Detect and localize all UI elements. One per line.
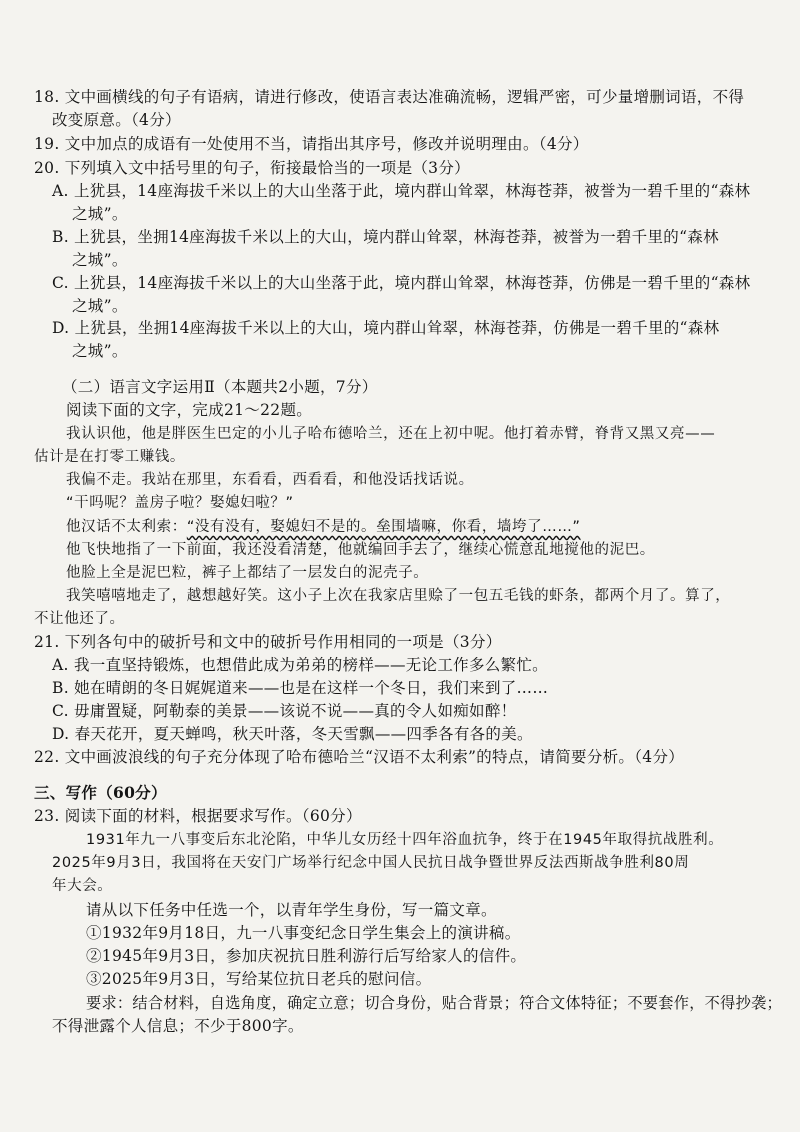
q23-task-2: ②1945年9月3日，参加庆祝抗日胜利游行后写给家人的信件。 bbox=[86, 947, 527, 965]
q20-stem: 20. 下列填入文中括号里的句子，衔接最恰当的一项是（3分） bbox=[34, 159, 470, 177]
q23-requirements-line1: 要求：结合材料，自选角度，确定立意；切合身份，贴合背景；符合文体特征；不要套作，不得抄袭； bbox=[86, 994, 783, 1012]
q20-option-b-line2: 之城”。 bbox=[72, 251, 128, 269]
passage-p5: 他飞快地指了一下前面，我还没看清楚，他就编回手去了，继续心慌意乱地搅他的泥巴。 bbox=[66, 542, 655, 558]
q20-option-b-line1: B. 上犹县，坐拥14座海拔千米以上的大山，境内群山耸翠，林海苍莽，被誉为一碧千里的“森林 bbox=[52, 228, 719, 246]
passage-p1-line2: 估计是在打零工赚钱。 bbox=[34, 449, 185, 465]
q21-option-b: B. 她在晴朗的冬日娓娓道来——也是在这样一个冬日，我们来到了…… bbox=[52, 679, 549, 697]
q18-line1: 18. 文中画横线的句子有语病，请进行修改，使语言表达准确流畅，逻辑严密，可少量增删词语，不得 bbox=[34, 88, 745, 106]
passage-p1-line1: 我认识他，他是胖医生巴定的小儿子哈布德哈兰，还在上初中呢。他打着赤臂，脊背又黑又亮—— bbox=[66, 426, 716, 442]
q22-text: 22. 文中画波浪线的句子充分体现了哈布德哈兰“汉语不太利索”的特点，请简要分析。（4分） bbox=[34, 748, 685, 766]
wavy-underlined-sentence: “没有没有，娶媳妇不是的。垒围墙嘛，你看，墙垮了……” bbox=[186, 519, 581, 535]
passage-p3: “干吗呢？盖房子啦？娶媳妇啦？” bbox=[66, 495, 294, 511]
q21-option-a: A. 我一直坚持锻炼，也想借此成为弟弟的榜样——无论工作多么繁忙。 bbox=[52, 656, 548, 674]
q21-stem: 21. 下列各句中的破折号和文中的破折号作用相同的一项是（3分） bbox=[34, 633, 502, 651]
q20-option-c-line2: 之城”。 bbox=[72, 297, 128, 315]
q20-option-d-line2: 之城”。 bbox=[72, 342, 128, 360]
passage-p7-line1: 我笑嘻嘻地走了，越想越好笑。这小子上次在我家店里赊了一包五毛钱的虾条，都两个月了。算了， bbox=[66, 588, 731, 604]
q23-task-intro: 请从以下任务中任选一个，以青年学生身份，写一篇文章。 bbox=[86, 901, 497, 919]
section2-instruction: 阅读下面的文字，完成21～22题。 bbox=[66, 401, 313, 419]
passage-p4 bbox=[66, 517, 581, 537]
section3-heading: 三、写作（60分） bbox=[34, 783, 167, 802]
q20-option-a-line1: A. 上犹县，14座海拔千米以上的大山坐落于此，境内群山耸翠，林海苍莽，被誉为一碧千里的“森林 bbox=[52, 182, 751, 200]
q21-option-d: D. 春天花开，夏天蝉鸣，秋天叶落，冬天雪飘——四季各有各的美。 bbox=[52, 725, 533, 743]
q18-line2: 改变原意。（4分） bbox=[52, 111, 181, 129]
q20-option-c-line1: C. 上犹县，14座海拔千米以上的大山坐落于此，境内群山耸翠，林海苍莽，仿佛是一碧千里的“森林 bbox=[52, 274, 751, 292]
q23-material-line1: 1931年九一八事变后东北沦陷，中华儿女历经十四年浴血抗争，终于在1945年取得抗战胜利。 bbox=[86, 832, 724, 848]
q23-task-3: ③2025年9月3日，写给某位抗日老兵的慰问信。 bbox=[86, 970, 432, 988]
passage-p7-line2: 不让他还了。 bbox=[34, 611, 125, 627]
q19-text: 19. 文中加点的成语有一处使用不当，请指出其序号，修改并说明理由。（4分） bbox=[34, 135, 589, 153]
section2-heading: （二）语言文字运用Ⅱ（本题共2小题，7分） bbox=[62, 378, 378, 396]
q23-material-line2: 2025年9月3日，我国将在天安门广场举行纪念中国人民抗日战争暨世界反法西斯战争胜利80周 bbox=[52, 855, 690, 871]
q23-requirements-line2: 不得泄露个人信息；不少于800字。 bbox=[52, 1017, 304, 1035]
passage-p4-prefix: 他汉话不太利索： bbox=[66, 519, 187, 535]
q21-option-c: C. 毋庸置疑，阿勒泰的美景——该说不说——真的令人如痴如醉！ bbox=[52, 702, 517, 720]
passage-p6: 他脸上全是泥巴粒，裤子上都结了一层发白的泥壳子。 bbox=[66, 565, 429, 581]
q23-task-1: ①1932年9月18日，九一八事变纪念日学生集会上的演讲稿。 bbox=[86, 924, 521, 942]
passage-p2: 我偏不走。我站在那里，东看看，西看看，和他没话找话说。 bbox=[66, 472, 474, 488]
q23-material-line3: 年大会。 bbox=[52, 878, 113, 894]
q20-option-d-line1: D. 上犹县，坐拥14座海拔千米以上的大山，境内群山耸翠，林海苍莽，仿佛是一碧千里的“森林 bbox=[52, 319, 720, 337]
q23-stem: 23. 阅读下面的材料，根据要求写作。（60分） bbox=[34, 807, 362, 825]
q20-option-a-line2: 之城”。 bbox=[72, 205, 128, 223]
